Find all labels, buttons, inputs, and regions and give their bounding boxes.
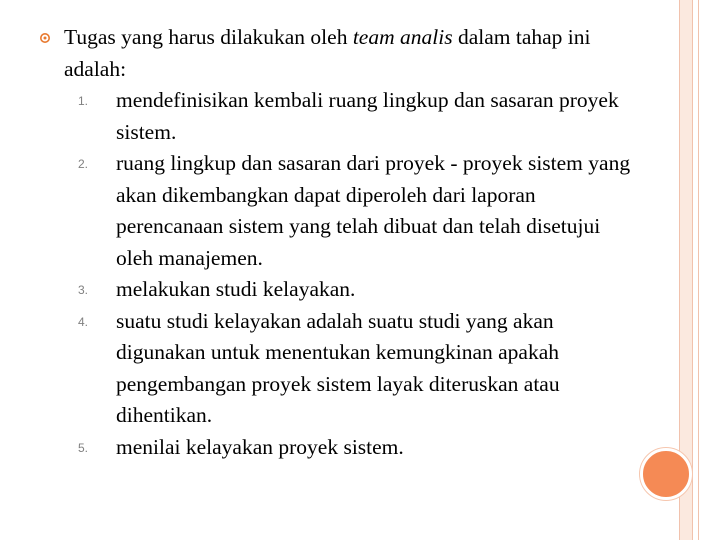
list-item-text: suatu studi kelayakan adalah suatu studi yang akan digunakan untuk menentukan kemungkinan apakah pengembangan proyek sistem layak diteruskan atau dihentikan. [116, 308, 560, 427]
decorative-side-line [698, 0, 699, 540]
list-number: 4. [78, 314, 89, 329]
list-item [40, 306, 640, 432]
list-item [40, 274, 640, 306]
intro-text-after: dalam tahap ini adalah: [64, 25, 591, 81]
slide-content [40, 22, 640, 463]
list-item-text: mendefinisikan kembali ruang lingkup dan sasaran proyek sistem. [116, 88, 619, 144]
list-item [40, 85, 640, 148]
list-item-text: menilai kelayakan proyek sistem. [116, 434, 404, 459]
list-item [40, 432, 640, 464]
intro-text-before: Tugas yang harus dilakukan oleh [64, 25, 353, 49]
list-number: 2. [78, 157, 89, 171]
list-item-text: ruang lingkup dan sasaran dari proyek - proyek sistem yang akan dikembangkan dapat diperoleh dari laporan perencanaan sistem yang telah dibuat dan telah disetujui oleh manajemen. [116, 151, 631, 270]
intro-text-italic: team analis [352, 25, 453, 49]
list-number: 5. [78, 440, 89, 455]
decorative-side-line [692, 0, 693, 540]
decorative-circle [640, 448, 692, 500]
list-number: 1. [78, 94, 89, 108]
task-list [40, 85, 640, 463]
list-number: 3. [78, 283, 89, 297]
list-item-text: melakukan studi kelayakan. [116, 277, 356, 301]
intro-paragraph [40, 22, 640, 85]
list-item [40, 148, 640, 274]
bullet-icon [40, 33, 50, 43]
